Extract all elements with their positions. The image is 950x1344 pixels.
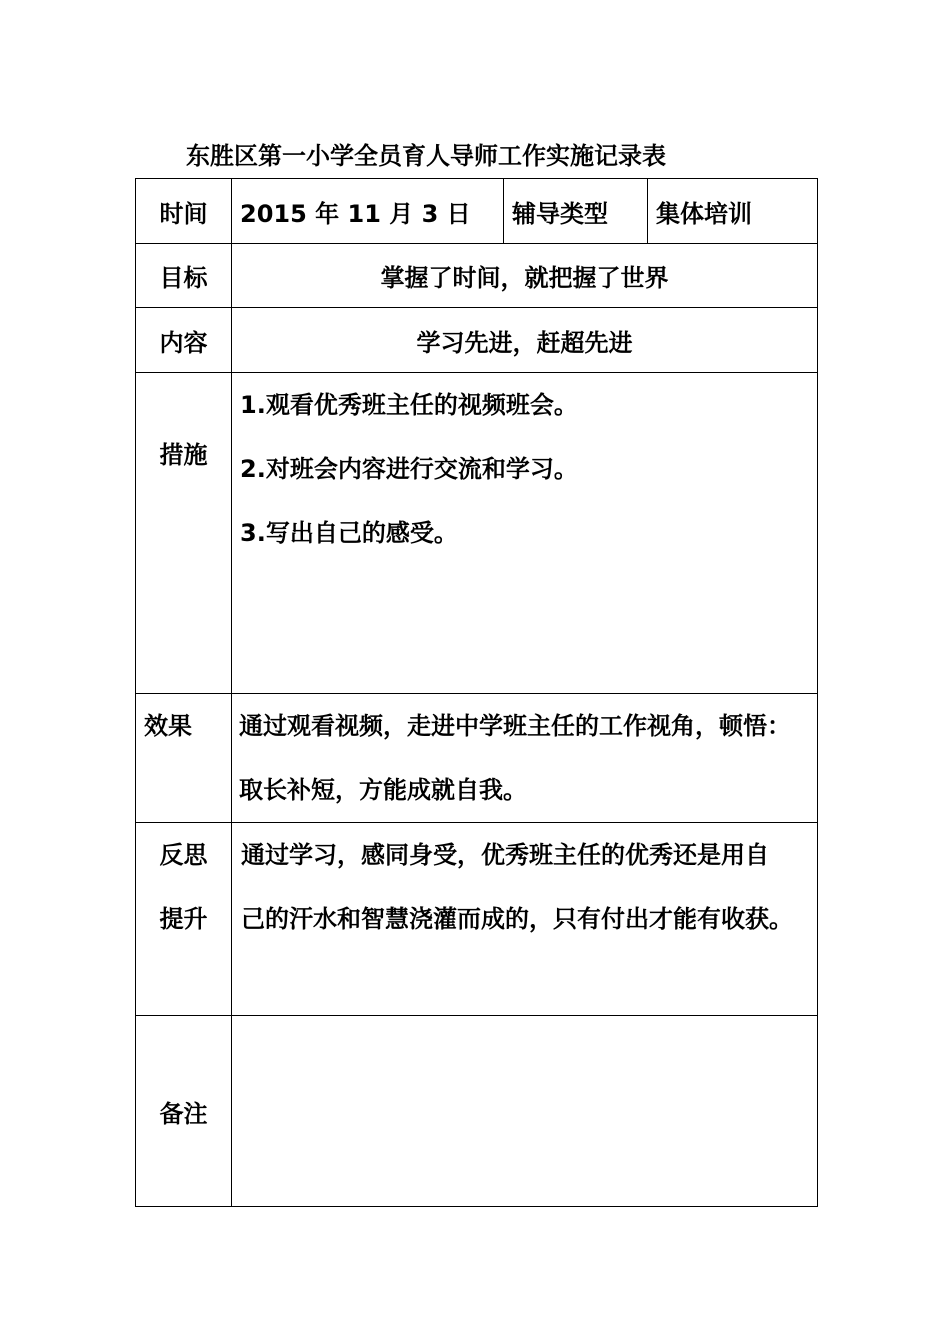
row-reflection [136,823,818,1016]
measures-list [232,373,818,694]
reflection-line: 通过学习，感同身受，优秀班主任的优秀还是用自 [241,841,769,869]
effect-line: 通过观看视频，走进中学班主任的工作视角，顿悟： [239,712,791,740]
effect-line: 取长补短，方能成就自我。 [239,776,527,804]
value-type: 集体培训 [648,179,818,244]
row-content [136,308,818,373]
label-measures: 措施 [136,373,232,694]
effect-text [232,694,818,823]
label-time: 时间 [136,179,232,244]
reflection-text [232,823,818,1016]
label-effect: 效果 [136,694,232,823]
label-notes: 备注 [136,1016,232,1207]
record-table [135,178,818,1207]
measure-item: 3.写出自己的感受。 [240,519,458,547]
value-notes [232,1016,818,1207]
label-type: 辅导类型 [504,179,648,244]
row-measures [136,373,818,694]
measure-item: 2.对班会内容进行交流和学习。 [240,455,578,483]
row-goal [136,244,818,308]
reflection-line: 己的汗水和智慧浇灌而成的，只有付出才能有收获。 [241,905,793,933]
value-content: 学习先进，赶超先进 [232,308,818,373]
row-effect [136,694,818,823]
row-notes [136,1016,818,1207]
measure-item: 1.观看优秀班主任的视频班会。 [240,391,578,419]
page-title: 东胜区第一小学全员育人导师工作实施记录表 [186,142,666,170]
value-goal: 掌握了时间，就把握了世界 [232,244,818,308]
label-reflection: 反思 提升 [136,823,232,1016]
label-goal: 目标 [136,244,232,308]
label-content: 内容 [136,308,232,373]
row-time [136,179,818,244]
value-time: 2015 年 11 月 3 日 [232,179,504,244]
